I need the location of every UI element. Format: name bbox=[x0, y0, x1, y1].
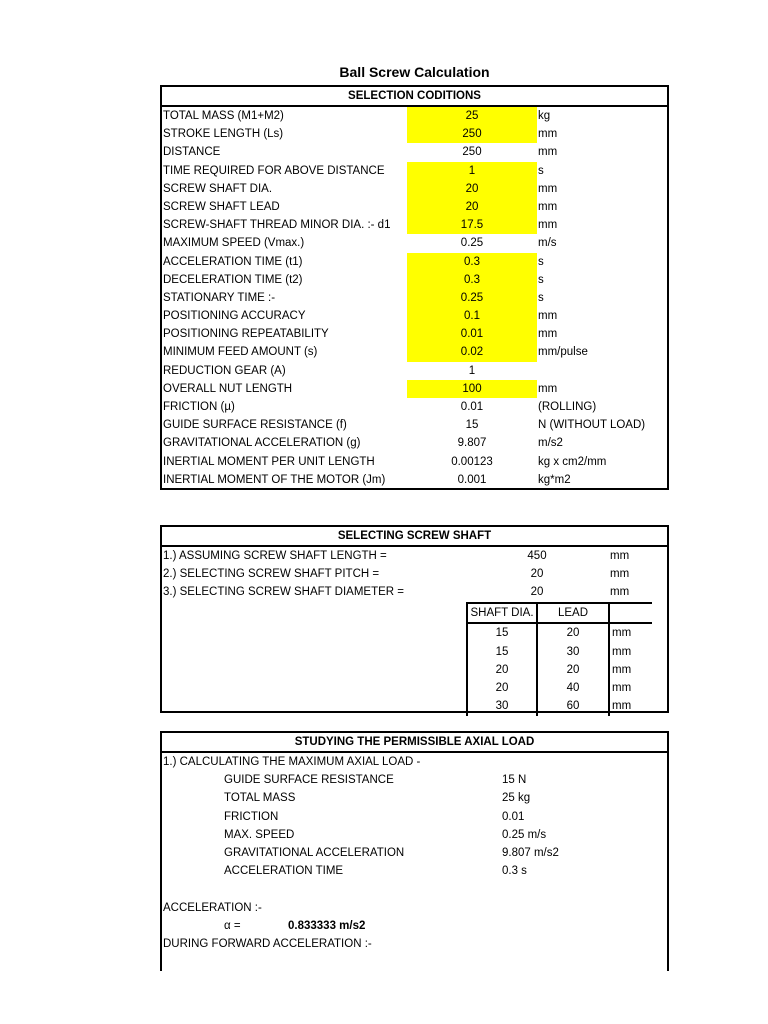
axial-param-label: MAX. SPEED bbox=[224, 828, 295, 841]
shaft-dia-cell: 20 bbox=[468, 679, 538, 697]
selection-label: INERTIAL MOMENT OF THE MOTOR (Jm) bbox=[163, 473, 386, 486]
selection-row bbox=[162, 471, 667, 489]
selection-value[interactable]: 100 bbox=[407, 380, 537, 398]
shaft-label: 3.) SELECTING SCREW SHAFT DIAMETER = bbox=[163, 586, 405, 599]
unit-cell: mm bbox=[612, 645, 632, 658]
shaft-table-body bbox=[468, 624, 652, 715]
axial-param-label: ACCELERATION TIME bbox=[224, 865, 344, 878]
selection-label: INERTIAL MOMENT PER UNIT LENGTH bbox=[163, 455, 375, 468]
selection-row bbox=[162, 380, 667, 398]
unit-cell: mm bbox=[612, 700, 632, 713]
selection-value[interactable]: 0.00123 bbox=[451, 455, 493, 468]
selection-conditions-table bbox=[160, 85, 669, 490]
selection-row bbox=[162, 434, 667, 452]
selection-label: SCREW-SHAFT THREAD MINOR DIA. :- d1 bbox=[163, 219, 391, 232]
shaft-dia-cell: 15 bbox=[468, 643, 538, 661]
selection-row bbox=[162, 180, 667, 198]
selection-value[interactable]: 0.01 bbox=[460, 401, 484, 413]
acceleration-label: ACCELERATION :- bbox=[163, 901, 262, 914]
selection-unit: m/s bbox=[538, 237, 557, 250]
selection-row bbox=[162, 216, 667, 234]
axial-param-row bbox=[162, 789, 667, 807]
selection-unit: kg*m2 bbox=[538, 473, 571, 486]
selection-row bbox=[162, 234, 667, 252]
selection-row bbox=[162, 143, 667, 161]
lead-cell: 30 bbox=[538, 643, 610, 661]
selection-unit: s bbox=[538, 273, 544, 286]
selection-label: GUIDE SURFACE RESISTANCE (f) bbox=[163, 419, 347, 432]
selection-rows bbox=[162, 107, 667, 489]
axial-param-value: 0.25 m/s bbox=[502, 828, 547, 841]
shaft-row bbox=[162, 565, 667, 583]
selection-unit: m/s2 bbox=[538, 437, 563, 450]
axial-param-label: GRAVITATIONAL ACCELERATION bbox=[224, 846, 405, 859]
selection-unit: mm bbox=[538, 382, 558, 395]
selection-label: TOTAL MASS (M1+M2) bbox=[163, 110, 284, 122]
selection-label: POSITIONING REPEATABILITY bbox=[163, 328, 329, 341]
axial-param-row bbox=[162, 826, 667, 844]
selection-label: TIME REQUIRED FOR ABOVE DISTANCE bbox=[163, 164, 385, 177]
axial-load-table bbox=[160, 731, 669, 971]
selection-label: STROKE LENGTH (Ls) bbox=[163, 128, 284, 141]
shaft-label: 2.) SELECTING SCREW SHAFT PITCH = bbox=[163, 568, 380, 581]
axial-load-header: STUDYING THE PERMISSIBLE AXIAL LOAD bbox=[162, 733, 667, 753]
selection-row bbox=[162, 416, 667, 434]
axial-step-1-label: 1.) CALCULATING THE MAXIMUM AXIAL LOAD - bbox=[163, 756, 421, 768]
lead-cell: 60 bbox=[538, 697, 610, 715]
shaft-unit: mm bbox=[610, 568, 630, 581]
selection-unit: mm bbox=[538, 310, 558, 323]
axial-params bbox=[162, 771, 667, 880]
selection-row bbox=[162, 362, 667, 380]
shaft-table-row bbox=[468, 624, 652, 642]
selection-value[interactable]: 1 bbox=[468, 364, 476, 377]
selection-value[interactable]: 0.25 bbox=[407, 289, 537, 307]
shaft-table-header-row bbox=[468, 604, 652, 624]
page-title: Ball Screw Calculation bbox=[339, 64, 490, 80]
shaft-row bbox=[162, 547, 667, 565]
axial-param-value: 0.3 s bbox=[502, 865, 527, 878]
shaft-label: 1.) ASSUMING SCREW SHAFT LENGTH = bbox=[163, 550, 387, 562]
axial-step-1 bbox=[162, 753, 667, 771]
shaft-dia-lead-table bbox=[466, 602, 652, 716]
shaft-dia-cell: 30 bbox=[468, 697, 538, 715]
selection-conditions-header: SELECTION CODITIONS bbox=[162, 87, 667, 107]
selection-unit: mm bbox=[538, 146, 558, 159]
shaft-dia-cell: 15 bbox=[468, 624, 538, 642]
selection-value[interactable]: 250 bbox=[407, 125, 537, 143]
unit-header-spacer bbox=[610, 604, 652, 622]
shaft-row bbox=[162, 583, 667, 601]
alpha-label: α = bbox=[224, 919, 241, 932]
selection-value[interactable]: 15 bbox=[465, 419, 479, 432]
lead-cell: 20 bbox=[538, 661, 610, 679]
axial-param-value: 0.01 bbox=[502, 810, 525, 823]
selection-value[interactable]: 0.3 bbox=[407, 271, 537, 289]
axial-param-row bbox=[162, 808, 667, 826]
lead-cell: 20 bbox=[538, 624, 610, 642]
selection-value[interactable]: 0.02 bbox=[407, 343, 537, 361]
shaft-unit: mm bbox=[610, 550, 630, 562]
selection-label: SCREW SHAFT DIA. bbox=[163, 182, 273, 195]
selection-value[interactable]: 9.807 bbox=[457, 437, 487, 450]
selection-unit: N (WITHOUT LOAD) bbox=[538, 419, 646, 432]
selection-label: DECELERATION TIME (t2) bbox=[163, 273, 303, 286]
lead-cell: 40 bbox=[538, 679, 610, 697]
selection-label: FRICTION (µ) bbox=[163, 401, 235, 413]
screw-shaft-table bbox=[160, 525, 669, 713]
shaft-value[interactable]: 450 bbox=[527, 550, 547, 562]
acceleration-row bbox=[162, 899, 667, 917]
shaft-dia-cell: 20 bbox=[468, 661, 538, 679]
unit-cell: mm bbox=[612, 682, 632, 695]
shaft-value[interactable]: 20 bbox=[530, 586, 544, 599]
selection-row bbox=[162, 107, 667, 125]
selection-unit: mm bbox=[538, 328, 558, 341]
selection-value[interactable]: 0.001 bbox=[457, 473, 487, 486]
selection-value[interactable]: 0.25 bbox=[460, 237, 484, 250]
selection-row bbox=[162, 162, 667, 180]
selection-unit: mm bbox=[538, 219, 558, 232]
axial-param-row bbox=[162, 844, 667, 862]
unit-cell: mm bbox=[612, 627, 632, 640]
selection-row bbox=[162, 398, 667, 416]
selection-unit: mm bbox=[538, 200, 558, 213]
selection-row bbox=[162, 198, 667, 216]
shaft-unit: mm bbox=[610, 586, 630, 599]
forward-accel-label: DURING FORWARD ACCELERATION :- bbox=[163, 937, 372, 950]
selection-unit: mm/pulse bbox=[538, 346, 588, 359]
axial-param-value: 15 N bbox=[502, 774, 527, 787]
shaft-dia-header: SHAFT DIA. bbox=[468, 604, 538, 622]
alpha-row bbox=[162, 917, 667, 935]
selection-unit: kg x cm2/mm bbox=[538, 455, 607, 468]
axial-param-row bbox=[162, 862, 667, 880]
forward-accel-row bbox=[162, 935, 667, 953]
selection-row bbox=[162, 289, 667, 307]
screw-shaft-header: SELECTING SCREW SHAFT bbox=[162, 527, 667, 547]
blank-row bbox=[162, 880, 667, 898]
selection-row bbox=[162, 307, 667, 325]
selection-unit: s bbox=[538, 164, 544, 177]
selection-value[interactable]: 20 bbox=[407, 180, 537, 198]
selection-value[interactable]: 250 bbox=[462, 146, 482, 159]
alpha-value: 0.833333 m/s2 bbox=[288, 919, 366, 932]
selection-value[interactable]: 1 bbox=[407, 162, 537, 180]
axial-param-row bbox=[162, 771, 667, 789]
shaft-table-row bbox=[468, 661, 652, 679]
selection-row bbox=[162, 325, 667, 343]
axial-param-label: FRICTION bbox=[224, 810, 279, 823]
selection-label: MINIMUM FEED AMOUNT (s) bbox=[163, 346, 318, 359]
shaft-value[interactable]: 20 bbox=[530, 568, 544, 581]
axial-param-value: 9.807 m/s2 bbox=[502, 846, 559, 859]
selection-label: OVERALL NUT LENGTH bbox=[163, 382, 293, 395]
unit-cell: mm bbox=[612, 663, 632, 676]
lead-header: LEAD bbox=[538, 604, 610, 622]
selection-row bbox=[162, 343, 667, 361]
selection-label: POSITIONING ACCURACY bbox=[163, 310, 306, 323]
axial-param-value: 25 kg bbox=[502, 792, 531, 805]
selection-unit: s bbox=[538, 255, 544, 268]
selection-value[interactable]: 25 bbox=[407, 107, 537, 125]
selection-unit: mm bbox=[538, 128, 558, 141]
selection-value[interactable]: 0.3 bbox=[407, 253, 537, 271]
selection-value[interactable]: 0.01 bbox=[407, 325, 537, 343]
selection-value[interactable]: 20 bbox=[407, 198, 537, 216]
shaft-table-row bbox=[468, 679, 652, 697]
shaft-table-row bbox=[468, 643, 652, 661]
selection-row bbox=[162, 453, 667, 471]
selection-label: SCREW SHAFT LEAD bbox=[163, 200, 280, 213]
selection-label: STATIONARY TIME :- bbox=[163, 291, 276, 304]
screw-shaft-rows bbox=[162, 547, 667, 602]
selection-unit: kg bbox=[538, 110, 551, 122]
selection-row bbox=[162, 253, 667, 271]
selection-row bbox=[162, 125, 667, 143]
axial-param-label: TOTAL MASS bbox=[224, 792, 296, 805]
shaft-table-row bbox=[468, 697, 652, 715]
selection-row bbox=[162, 271, 667, 289]
selection-label: MAXIMUM SPEED (Vmax.) bbox=[163, 237, 305, 250]
selection-unit: s bbox=[538, 291, 544, 304]
selection-value[interactable]: 17.5 bbox=[407, 216, 537, 234]
selection-value[interactable]: 0.1 bbox=[407, 307, 537, 325]
selection-label: DISTANCE bbox=[163, 146, 221, 159]
selection-label: GRAVITATIONAL ACCELERATION (g) bbox=[163, 437, 361, 450]
selection-unit: (ROLLING) bbox=[538, 401, 597, 413]
selection-unit: mm bbox=[538, 182, 558, 195]
selection-label: REDUCTION GEAR (A) bbox=[163, 364, 286, 377]
axial-param-label: GUIDE SURFACE RESISTANCE bbox=[224, 774, 394, 787]
selection-label: ACCELERATION TIME (t1) bbox=[163, 255, 303, 268]
